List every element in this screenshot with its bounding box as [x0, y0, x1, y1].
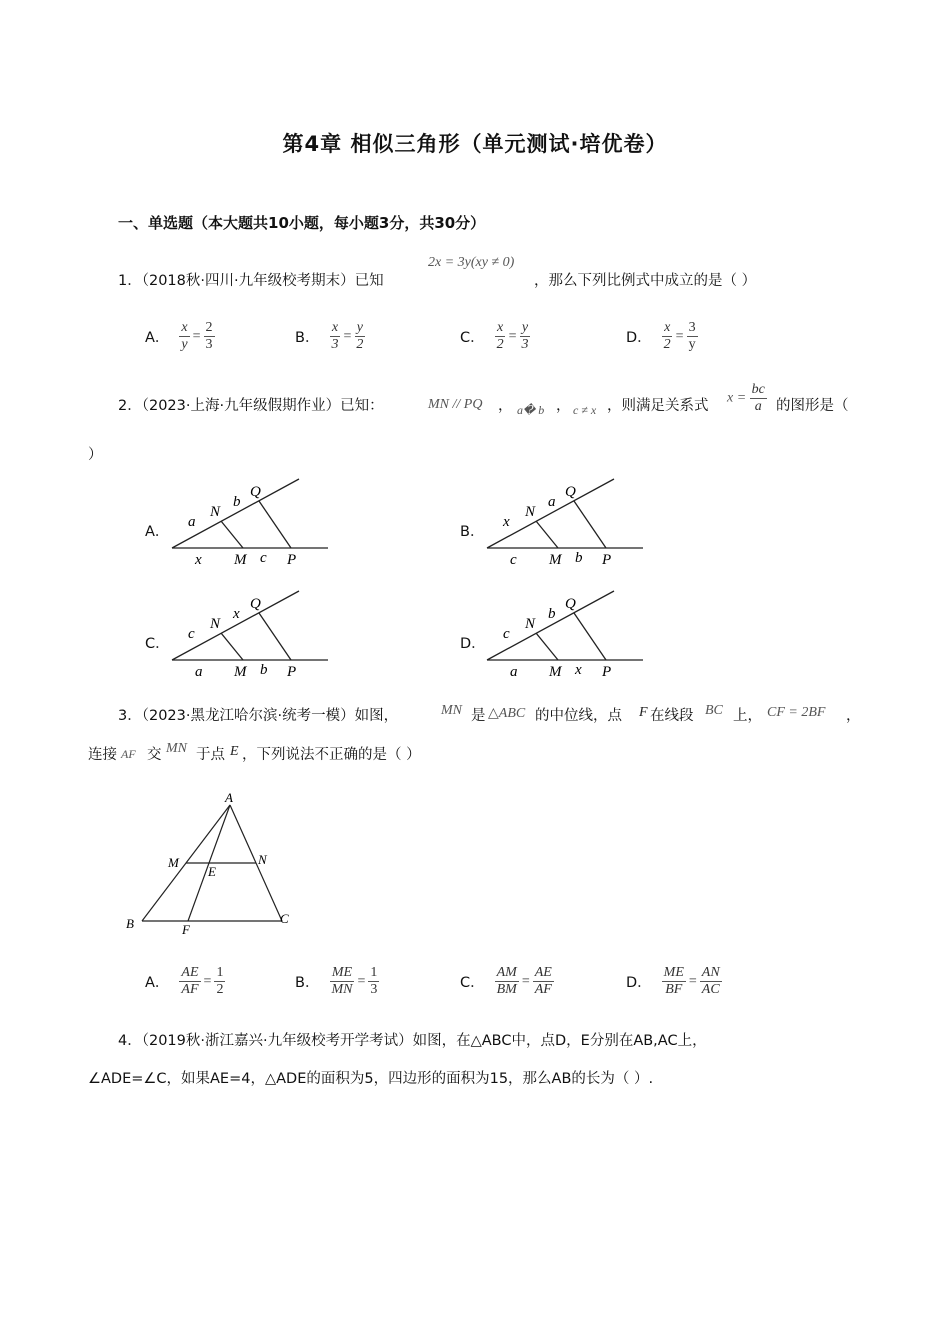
- q3-af: AF: [121, 747, 136, 761]
- option-label: A．: [145, 975, 170, 991]
- option-a[interactable]: [145, 320, 215, 353]
- fraction-denominator: 3: [205, 337, 213, 352]
- label-a: A: [225, 790, 233, 805]
- segment-label-lower-1: a: [195, 664, 203, 680]
- equals-sign: =: [192, 328, 201, 344]
- fraction: [700, 965, 722, 998]
- equals-sign: =: [521, 973, 530, 989]
- fraction-numerator: y: [521, 320, 529, 335]
- q3-line2-c: ，下列说法不正确的是（ ）: [242, 747, 421, 763]
- question-2-text: [118, 395, 384, 417]
- segment-label-upper-1: a: [188, 514, 196, 530]
- fraction-numerator: 1: [370, 965, 378, 980]
- fraction: [533, 965, 554, 998]
- question-4-text: [118, 1030, 707, 1052]
- fraction-denominator: 3: [521, 337, 529, 352]
- q2-formula: [727, 382, 767, 415]
- q3-up: 上，: [733, 708, 762, 724]
- segment-label-upper-1: x: [503, 514, 510, 530]
- fraction: [329, 320, 340, 353]
- option-d[interactable]: [626, 320, 698, 353]
- segment-label-upper-2: a: [548, 494, 556, 510]
- fraction-numerator: 3: [688, 320, 696, 335]
- fraction-numerator: AN: [701, 965, 720, 980]
- label-m: M: [168, 855, 179, 870]
- section-header: 一、单选题（本大题共10小题，每小题3分，共30分）: [118, 214, 486, 232]
- segment-label-upper-1: c: [188, 626, 195, 642]
- fraction: [354, 320, 365, 353]
- segment-qp: [259, 613, 291, 660]
- fraction-denominator: AF: [534, 982, 552, 997]
- fraction-numerator: ME: [663, 965, 684, 980]
- fraction: [520, 320, 531, 353]
- q3-mn-2: MN: [166, 741, 187, 756]
- equals-sign: =: [343, 328, 352, 344]
- fraction-denominator: y: [688, 337, 696, 352]
- option-d[interactable]: [626, 965, 722, 998]
- fraction: [495, 320, 506, 353]
- fraction-numerator: AE: [534, 965, 552, 980]
- label-p: P: [287, 664, 297, 680]
- segment-label-lower-1: a: [510, 664, 518, 680]
- q3-cf: CF = 2BF: [767, 705, 826, 720]
- segment-label-lower-2: b: [260, 662, 268, 678]
- formula-lhs: x =: [727, 390, 747, 406]
- q2-condition-parallel: MN // PQ: [428, 397, 483, 412]
- option-a[interactable]: [145, 965, 225, 998]
- question-number: 4．: [118, 1033, 142, 1049]
- fraction-denominator: BM: [496, 982, 517, 997]
- label-b: B: [126, 916, 134, 931]
- segment-label-lower-2: c: [260, 550, 267, 566]
- option-label: D．: [626, 330, 652, 346]
- option-label: C．: [460, 975, 485, 991]
- label-n: N: [525, 504, 536, 520]
- option-label[interactable]: A．: [145, 524, 170, 540]
- label-m: M: [549, 552, 562, 568]
- q3-point-e: E: [230, 744, 239, 759]
- label-n: N: [258, 852, 267, 867]
- q2-sep-1: ，: [498, 398, 513, 414]
- equals-sign: =: [508, 328, 517, 344]
- equals-sign: =: [203, 973, 212, 989]
- question-1-text: [118, 270, 384, 292]
- q3-mn: MN: [441, 703, 462, 718]
- fraction-numerator: x: [497, 320, 504, 335]
- fraction: [687, 320, 698, 353]
- q4-line-1: （2019秋·浙江嘉兴·九年级校考开学考试）如图，在△ABC中，点D，E分别在AB,AC上，: [141, 1033, 707, 1049]
- question-source: （2018秋·四川·九年级校考期末）已知: [141, 273, 384, 289]
- option-b[interactable]: [295, 965, 379, 998]
- equals-sign: =: [688, 973, 697, 989]
- fraction: [329, 965, 354, 998]
- segment-nm: [536, 521, 558, 548]
- label-e: E: [208, 864, 216, 879]
- q3-bc: BC: [705, 703, 723, 718]
- q2-figure-b[interactable]: [482, 470, 652, 570]
- segment-label-lower-1: c: [510, 552, 517, 568]
- segment-label-lower-2: x: [575, 662, 582, 678]
- option-label: B．: [295, 975, 320, 991]
- label-n: N: [525, 616, 536, 632]
- q1-condition: 2x = 3y(xy ≠ 0): [428, 255, 515, 270]
- fraction-denominator: BF: [665, 982, 683, 997]
- fraction-denominator: y: [181, 337, 188, 352]
- page-title: 第4章 相似三角形（单元测试·培优卷）: [282, 132, 668, 156]
- fraction: [368, 965, 379, 998]
- q3-triangle: △ABC: [488, 706, 526, 721]
- q3-on: 在线段: [650, 708, 694, 724]
- fraction-denominator: AF: [181, 982, 199, 997]
- fraction: [662, 320, 673, 353]
- question-number: 2．: [118, 398, 142, 414]
- label-m: M: [234, 552, 247, 568]
- option-label: D．: [626, 975, 652, 991]
- segment-nm: [536, 633, 558, 660]
- formula-denominator: a: [754, 399, 762, 414]
- equals-sign: =: [675, 328, 684, 344]
- question-number: 3．: [118, 708, 142, 724]
- equals-sign: =: [357, 973, 366, 989]
- label-n: N: [210, 616, 221, 632]
- fraction-numerator: AE: [181, 965, 199, 980]
- option-label: B．: [295, 330, 320, 346]
- q3-is: 是: [471, 708, 486, 724]
- q2-mid: ，则满足关系式: [607, 398, 709, 414]
- q3-line2-b: 于点: [196, 747, 225, 763]
- segment-label-upper-2: b: [233, 494, 241, 510]
- label-m: M: [234, 664, 247, 680]
- fraction-numerator: x: [181, 320, 188, 335]
- fraction-numerator: y: [356, 320, 363, 335]
- q2-figure-c[interactable]: [167, 582, 337, 682]
- label-q: Q: [250, 484, 261, 500]
- q2-figure-d[interactable]: [482, 582, 652, 682]
- q2-tail-2: ）: [88, 447, 103, 463]
- question-source: （2023·黑龙江哈尔滨·统考一模）如图，: [141, 708, 399, 724]
- label-f: F: [182, 922, 190, 937]
- q1-tail: ，那么下列比例式中成立的是（ ）: [534, 273, 757, 289]
- question-source: （2023·上海·九年级假期作业）已知：: [141, 398, 384, 414]
- option-c[interactable]: [460, 320, 531, 353]
- segment-nm: [221, 633, 243, 660]
- fraction-denominator: 2: [663, 337, 671, 352]
- fraction-denominator: 2: [496, 337, 504, 352]
- label-q: Q: [565, 596, 576, 612]
- option-c[interactable]: [460, 965, 554, 998]
- fraction: [662, 965, 686, 998]
- fraction-numerator: AM: [496, 965, 517, 980]
- segment-label-lower-2: b: [575, 550, 583, 566]
- option-label[interactable]: C．: [145, 636, 170, 652]
- option-label: A．: [145, 330, 170, 346]
- label-q: Q: [565, 484, 576, 500]
- q2-sep-2: ，: [556, 398, 571, 414]
- q3-line2-a: 连接: [88, 747, 117, 763]
- segment-label-lower-1: x: [195, 552, 202, 568]
- fraction-numerator: x: [331, 320, 339, 335]
- label-c: C: [280, 911, 289, 926]
- q2-figure-a[interactable]: [167, 470, 337, 570]
- q2-tail: 的图形是（: [776, 398, 849, 414]
- segment-qp: [574, 613, 606, 660]
- label-q: Q: [250, 596, 261, 612]
- fraction-denominator: 3: [370, 982, 378, 997]
- q3-mid: 的中位线，点: [535, 708, 622, 724]
- label-p: P: [287, 552, 297, 568]
- fraction-denominator: MN: [331, 982, 353, 997]
- option-label: C．: [460, 330, 485, 346]
- label-p: P: [602, 552, 612, 568]
- fraction-numerator: 1: [216, 965, 224, 980]
- option-b[interactable]: [295, 320, 365, 353]
- option-label[interactable]: B．: [460, 524, 485, 540]
- label-n: N: [210, 504, 221, 520]
- q2-condition-cx: c ≠ x: [573, 403, 597, 417]
- fraction: [179, 965, 200, 998]
- q3-triangle-figure: [120, 790, 300, 940]
- segment-nm: [221, 521, 243, 548]
- fraction-denominator: AC: [701, 982, 720, 997]
- q3-comma: ，: [846, 708, 861, 724]
- fraction-denominator: 2: [356, 337, 364, 352]
- fraction: [214, 965, 225, 998]
- question-number: 1．: [118, 273, 142, 289]
- segment-label-upper-2: b: [548, 606, 556, 622]
- fraction: [204, 320, 215, 353]
- question-3-text: [118, 705, 398, 727]
- segment-label-upper-2: x: [233, 606, 240, 622]
- fraction-denominator: 2: [216, 982, 224, 997]
- q3-point-f: F: [639, 705, 648, 720]
- fraction: [495, 965, 519, 998]
- fraction-numerator: x: [664, 320, 671, 335]
- fraction: [179, 320, 189, 353]
- formula-numerator: bc: [751, 382, 765, 397]
- q3-jiao: 交: [147, 747, 162, 763]
- segment-label-upper-1: c: [503, 626, 510, 642]
- segment-qp: [574, 501, 606, 548]
- option-label[interactable]: D．: [460, 636, 486, 652]
- label-m: M: [549, 664, 562, 680]
- q4-line-2: ∠ADE=∠C，如果AE=4，△ADE的面积为5，四边形的面积为15，那么AB的长为（ ）.: [88, 1071, 654, 1087]
- label-p: P: [602, 664, 612, 680]
- fraction-numerator: ME: [331, 965, 353, 980]
- q2-condition-ab: a� b: [517, 403, 545, 417]
- fraction-denominator: 3: [331, 337, 339, 352]
- fraction-numerator: 2: [205, 320, 213, 335]
- segment-qp: [259, 501, 291, 548]
